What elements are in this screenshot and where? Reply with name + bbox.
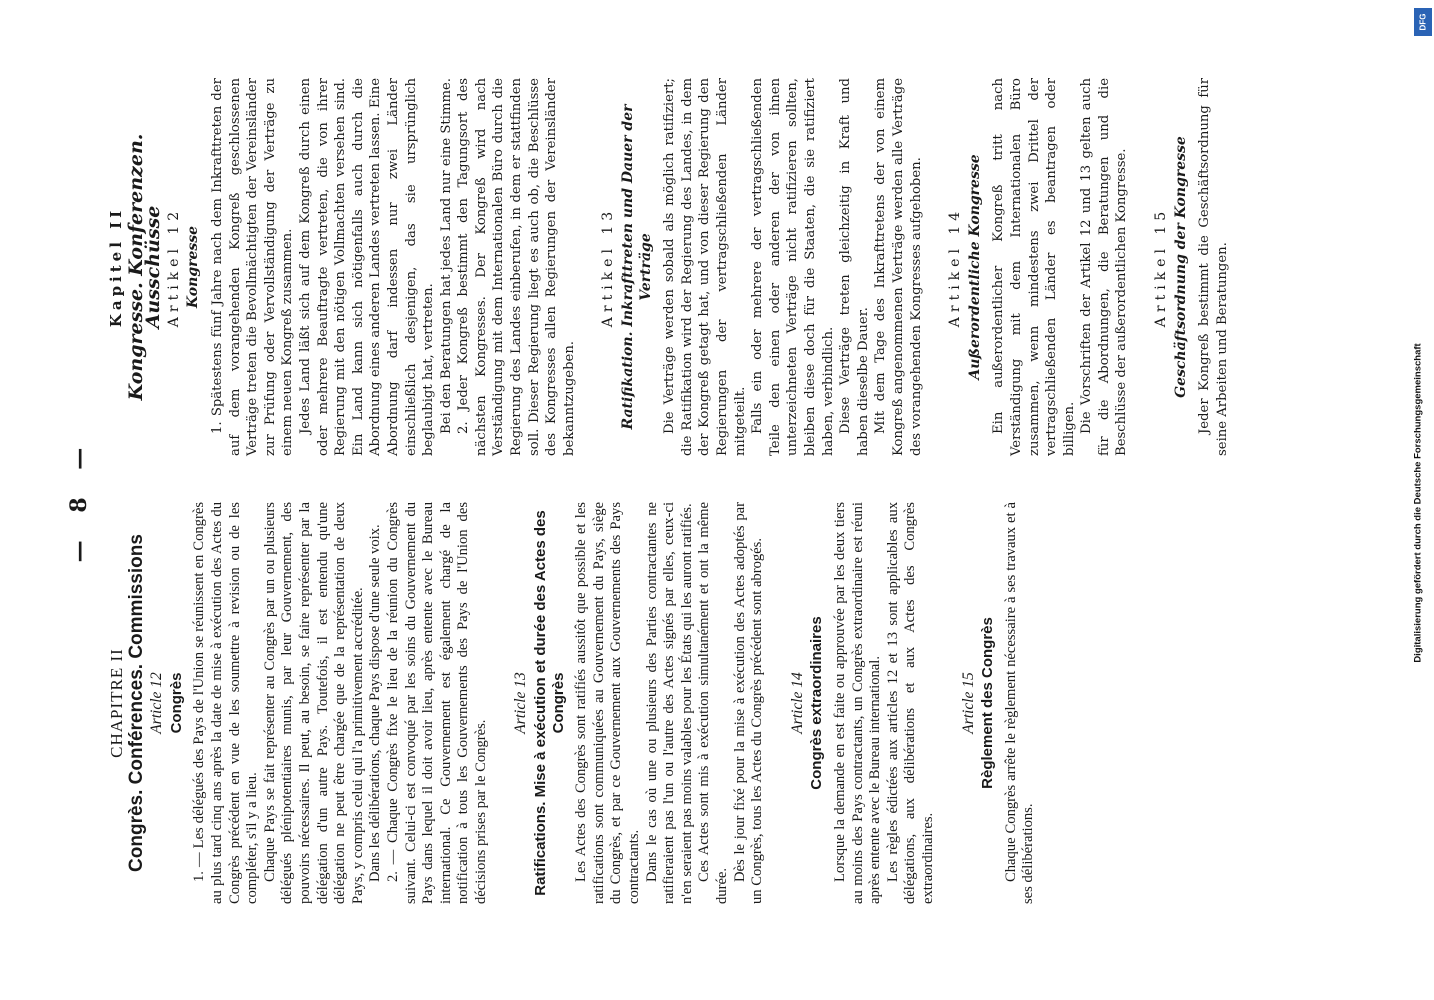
article-12-paragraph-2-de: Jedes Land läßt sich auf dem Kongreß durch einen oder mehrere Beauftragte vertreten, die von ihrer Regierung mit den nötigen Vollmachten versehen sind. Ein Land kann sich nötigenfalls auch durch die Abordnung eines anderen Landes vertreten lassen. Eine Abordnung darf indessen nur zwei Länder einschließlich desjenigen, das sie ursprünglich beglaubigt hat, vertreten. [297,78,437,456]
article-14-paragraph-2-de: Die Vorschriften der Artikel 12 und 13 gelten auch für die Abordnungen, die Beratungen und die Beschlüsse der außerordentlichen Kongresse. [1079,78,1130,456]
article-13-title-fr: Ratifications. Mise à exécution et durée des Actes des Congrès [532,510,567,896]
digitization-note-text: Digitalisierung gefördert durch die Deutsche Forschungsgemeinschaft [1412,343,1424,663]
article-15-paragraph-1-fr: Chaque Congrès arrête le règlement nécessaire à ses travaux et à ses délibérations. [1002,502,1037,904]
article-14-paragraph-1-de: Ein außerordentlicher Kongreß tritt nach Verständigung mit dem Internationalen Büro zusammen, wenn mindestens zwei Drittel der vertragschließenden Länder es beantragen oder billigen. [991,78,1077,456]
article-12-paragraph-4-de: 2. Jeder Kongreß bestimmt den Tagungsort des nächsten Kongresses. Der Kongreß wird nach Verständigung mit dem Internationalen Büro durch die Regierung des Landes einberufen, in dem er stattfinden soll. Dieser Regierung liegt es auch ob, die Beschlüsse des Kongresses allen Regierungen der Vereinsländer bekanntzugeben. [456,78,577,456]
article-13-title-de: Ratifikation. Inkrafttreten und Dauer der Verträge [620,104,654,430]
article-15-title-de: Geschäftsordnung der Kongresse [1172,136,1189,398]
article-13-paragraph-2-de: Falls ein oder mehrere der vertragschließenden Teile den einen oder anderen der von ihnen unterzeichneten Verträge nicht ratifizieren sollten, bleiben diese doch für die Staaten, die sie ratifiziert haben, verbindlich. [750,78,836,456]
article-12-heading-fr: Article 12 [148,672,166,734]
article-12-paragraph-4-fr: 2. — Chaque Congrès fixe le lieu de la réunion du Congrès suivant. Celui-ci est convoqué par les soins du Gouvernement du Pays dans lequel il doit avoir lieu, après entente avec le Bureau international. Ce Gouvernement est également chargé de la notification à tous les Gouvernements des Pays de l'Union des décisions prises par le Congrès. [384,502,489,904]
page-number: — 8 — [66,437,92,563]
article-15-title-fr: Règlement des Congrès [979,617,997,789]
chapter-title-de: Kongresse. Konferenzen. Ausschüsse [124,133,165,401]
article-14-paragraph-2-fr: Les règles édictées aux articles 12 et 13 sont applicables aux délégations, aux délibérations et aux Actes des Congrès extraordinaires. [884,502,936,904]
article-13-paragraph-1-fr: Les Actes des Congrès sont ratifiés aussitôt que possible et les ratifications sont communiquées au Gouvernement du Pays, siège du Congrès, et par ce Gouvernement aux Gouvernements des Pays contractants. [573,502,643,904]
french-column [108,502,1038,904]
article-14-paragraph-1-fr: Lorsque la demande en est faite ou approuvée par les deux tiers au moins des Pays contractants, un Congrès extraordinaire est réuni après entente avec le Bureau international. [831,502,884,904]
article-13-heading-fr: Article 13 [512,672,530,734]
article-14-title-de: Außerordentliche Kongresse [966,154,983,380]
chapter-title-fr: Congrès. Conférences. Commissions [125,534,147,872]
article-12-paragraph-1-de: 1. Spätestens fünf Jahre nach dem Inkrafttreten der auf dem vorangehenden Kongreß geschlossenen Verträge treten die Bevollmächtigten der Vereinsländer zur Prüfung oder Vervollständigung der Verträge zu einem neuen Kongreß zusammen. [209,78,296,456]
article-13-paragraph-4-fr: Dès le jour fixé pour la mise à exécution des Actes adoptés par un Congrès, tous les Actes du Congrès précédent sont abrogés. [731,502,766,904]
article-12-paragraph-3-fr: Dans les délibérations, chaque Pays dispose d'une seule voix. [367,524,384,882]
chapter-number-de: Kapitel II [107,206,125,328]
article-12-paragraph-2-fr: Chaque Pays se fait représenter au Congrès par un ou plusieurs délégués plénipotentiaires munis, par leur Gouvernement, des pouvoirs nécessaires. Il peut, au besoin, se faire représenter par la délégation d'un autre Pays. Toutefois, il est entendu qu'une délégation ne peut être chargée que de la représentation de deux Pays, y compris celui qui l'a primitivement accréditée. [261,502,366,904]
article-12-title-fr: Congrès [167,672,185,734]
article-12-heading-de: Artikel 12 [165,206,182,328]
article-12-title-de: Kongresse [185,225,202,309]
article-15-paragraph-1-de: Jeder Kongreß bestimmt die Geschäftsordnung für seine Arbeiten und Beratungen. [1197,78,1230,456]
article-15-heading-fr: Article 15 [959,672,977,734]
article-14-title-fr: Congrès extraordinaires [808,616,826,790]
article-15-heading-de: Artikel 15 [1153,206,1170,328]
article-14-heading-de: Artikel 14 [947,206,964,328]
article-13-paragraph-3-de: Diese Verträge treten gleichzeitig in Kraft und haben dieselbe Dauer. [838,78,871,456]
article-14-heading-fr: Article 14 [788,672,806,734]
german-column [108,78,1231,456]
article-13-paragraph-4-de: Mit dem Tage des Inkrafttretens der von einem Kongreß angenommenen Verträge werden alle Verträge des vorangehenden Kongresses aufgehoben. [873,78,924,456]
article-13-paragraph-1-de: Die Verträge werden sobald als möglich ratifiziert; die Ratifikation wird der Regierung des Landes, in dem der Kongreß getagt hat, und von dieser Regierung den Regierungen der vertragschließenden Länder mitgeteilt. [662,78,748,456]
chapter-number-fr: CHAPITRE II [107,648,126,758]
digitization-note [1408,8,1428,998]
article-12-paragraph-3-de: Bei den Beratungen hat jedes Land nur eine Stimme. [438,78,454,434]
article-13-paragraph-2-fr: Dans le cas où une ou plusieurs des Parties contractantes ne ratifieraient pas l'un ou l'autre des Actes signés par elles, ceux-ci n'en seraient pas moins valables pour les États qui les auront ratifiés. [643,502,695,904]
article-13-heading-de: Artikel 13 [600,206,617,328]
dfg-logo-text: DFG [1418,13,1428,31]
article-12-paragraph-1-fr: 1. — Les délégués des Pays de l'Union se réunissent en Congrès au plus tard cinq ans après la date de mise à exécution des Actes du Congrès précédent en vue de les soumettre à revision ou de les compléter, s'il y a lieu. [191,502,261,904]
article-13-paragraph-3-fr: Ces Actes sont mis à exécution simultanément et ont la même durée. [696,502,730,904]
